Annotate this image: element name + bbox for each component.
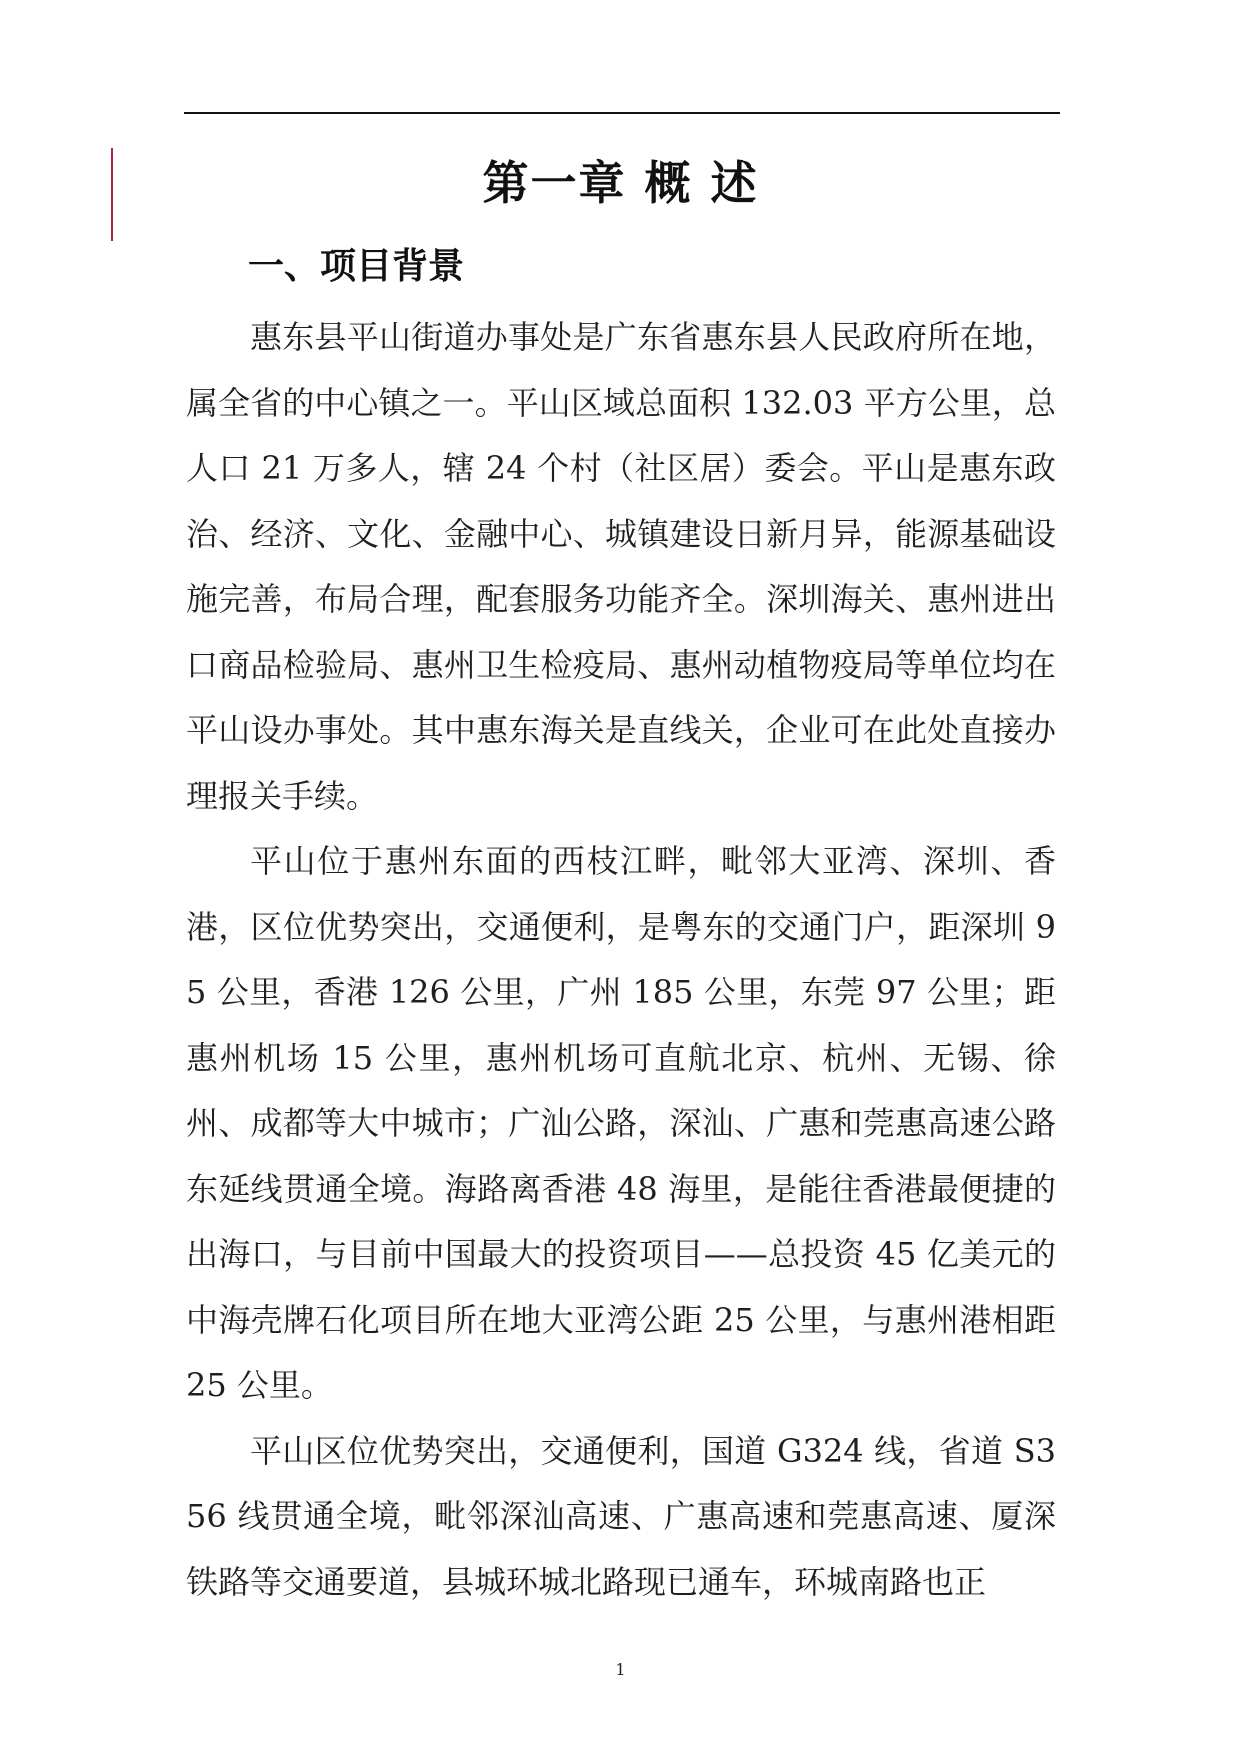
chapter-title: 第一章 概 述 <box>482 156 759 210</box>
page-number: 1 <box>615 1660 626 1679</box>
section-heading: 一、项目背景 <box>248 246 465 287</box>
paragraph-3: 平山区位优势突出，交通便利，国道 G324 线，省道 S356 线贯通全境，毗邻深汕高速、广惠高速和莞惠高速、厦深铁路等交通要道，县城环城北路现已通车，环城南路也正 <box>186 1431 1056 1601</box>
body-text <box>186 305 1056 1615</box>
header-rule <box>184 112 1060 114</box>
paragraph-1: 惠东县平山街道办事处是广东省惠东县人民政府所在地，属全省的中心镇之一。平山区域总面积 132.03 平方公里，总人口 21 万多人，辖 24 个村（社区居）委会。平山是惠东政治、经济、文化、金融中心、城镇建设日新月异，能源基础设施完善，布局合理，配套服务功能齐全。深圳海关、惠州进出口商品检验局、惠州卫生检疫局、惠州动植物疫局等单位均在平山设办事处。其中惠东海关是直线关，企业可在此处直接办理报关手续。 <box>186 318 1056 815</box>
paragraph-2: 平山位于惠州东面的西枝江畔，毗邻大亚湾、深圳、香港，区位优势突出，交通便利，是粤东的交通门户，距深圳 95 公里，香港 126 公里，广州 185 公里，东莞 97 公里；距惠州机场 15 公里，惠州机场可直航北京、杭州、无锡、徐州、成都等大中城市；广汕公路，深汕、广惠和莞惠高速公路东延线贯通全境。海路离香港 48 海里，是能往香港最便捷的出海口，与目前中国最大的投资项目——总投资 45 亿美元的中海壳牌石化项目所在地大亚湾公距 25 公里，与惠州港相距 25 公里。 <box>186 842 1056 1404</box>
